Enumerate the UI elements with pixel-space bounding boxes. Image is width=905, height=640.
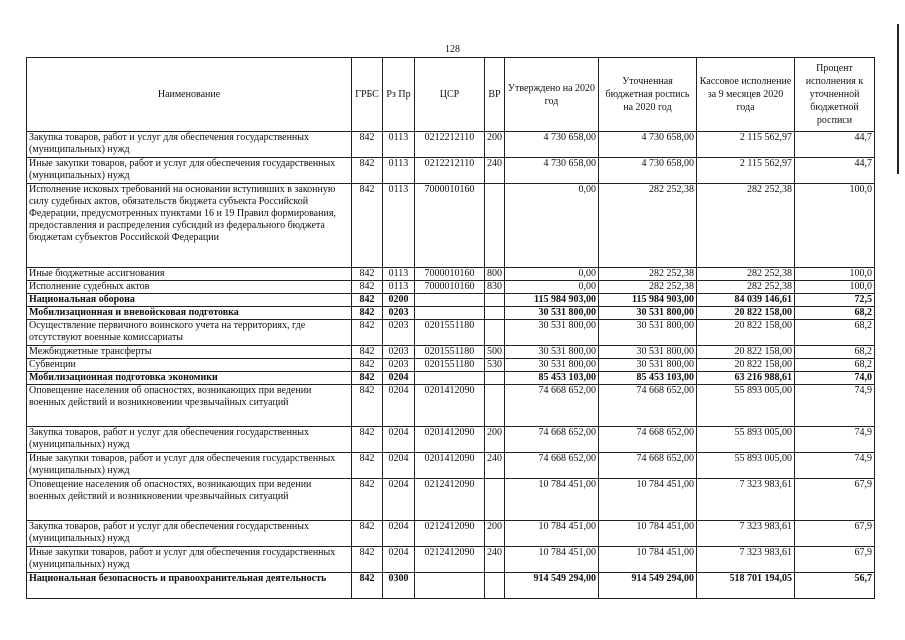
cell-vr — [485, 294, 505, 307]
cell-refined: 74 668 652,00 — [599, 427, 697, 453]
cell-percent: 100,0 — [795, 184, 875, 268]
cell-approved: 4 730 658,00 — [505, 132, 599, 158]
cell-refined: 282 252,38 — [599, 281, 697, 294]
cell-cash: 7 323 983,61 — [697, 547, 795, 573]
cell-cash: 7 323 983,61 — [697, 479, 795, 521]
cell-cash: 20 822 158,00 — [697, 307, 795, 320]
cell-refined: 4 730 658,00 — [599, 158, 697, 184]
cell-cash: 7 323 983,61 — [697, 521, 795, 547]
cell-refined: 4 730 658,00 — [599, 132, 697, 158]
table-header-row — [27, 58, 875, 132]
cell-vr: 200 — [485, 427, 505, 453]
cell-percent: 68,2 — [795, 346, 875, 359]
cell-csr: 0212412090 — [415, 521, 485, 547]
cell-approved: 10 784 451,00 — [505, 547, 599, 573]
table-row — [27, 547, 875, 573]
header-csr: ЦСР — [415, 58, 485, 132]
table-row — [27, 573, 875, 599]
cell-name: Мобилизационная подготовка экономики — [27, 372, 352, 385]
cell-name: Иные закупки товаров, работ и услуг для обеспечения государственных (муниципальных) нужд — [27, 158, 352, 184]
cell-grbs: 842 — [352, 359, 383, 372]
cell-approved: 0,00 — [505, 281, 599, 294]
table-row — [27, 268, 875, 281]
cell-percent: 56,7 — [795, 573, 875, 599]
table-row — [27, 346, 875, 359]
budget-table — [26, 57, 875, 599]
cell-rzpr: 0113 — [383, 158, 415, 184]
cell-name: Национальная безопасность и правоохранительная деятельность — [27, 573, 352, 599]
cell-cash: 20 822 158,00 — [697, 346, 795, 359]
cell-cash: 84 039 146,61 — [697, 294, 795, 307]
cell-vr: 830 — [485, 281, 505, 294]
cell-percent: 67,9 — [795, 547, 875, 573]
cell-percent: 68,2 — [795, 320, 875, 346]
cell-rzpr: 0203 — [383, 359, 415, 372]
cell-approved: 30 531 800,00 — [505, 346, 599, 359]
cell-approved: 0,00 — [505, 268, 599, 281]
cell-name: Закупка товаров, работ и услуг для обеспечения государственных (муниципальных) нужд — [27, 521, 352, 547]
cell-rzpr: 0113 — [383, 184, 415, 268]
cell-csr: 7000010160 — [415, 268, 485, 281]
cell-name: Иные закупки товаров, работ и услуг для обеспечения государственных (муниципальных) нужд — [27, 453, 352, 479]
header-rzpr: Рз Пр — [383, 58, 415, 132]
table-row — [27, 294, 875, 307]
cell-csr: 0201551180 — [415, 359, 485, 372]
cell-csr: 0212212110 — [415, 132, 485, 158]
cell-cash: 63 216 988,61 — [697, 372, 795, 385]
cell-vr — [485, 184, 505, 268]
cell-refined: 74 668 652,00 — [599, 453, 697, 479]
cell-grbs: 842 — [352, 158, 383, 184]
cell-percent: 74,0 — [795, 372, 875, 385]
cell-name: Национальная оборона — [27, 294, 352, 307]
cell-refined: 85 453 103,00 — [599, 372, 697, 385]
cell-vr: 500 — [485, 346, 505, 359]
cell-percent: 68,2 — [795, 307, 875, 320]
cell-percent: 44,7 — [795, 158, 875, 184]
cell-approved: 4 730 658,00 — [505, 158, 599, 184]
table-row — [27, 479, 875, 521]
cell-cash: 20 822 158,00 — [697, 359, 795, 372]
header-approved: Утверждено на 2020 год — [505, 58, 599, 132]
cell-rzpr: 0204 — [383, 479, 415, 521]
cell-percent: 74,9 — [795, 385, 875, 427]
cell-name: Оповещение населения об опасностях, возникающих при ведении военных действий и возникновении чрезвычайных ситуаций — [27, 479, 352, 521]
cell-csr — [415, 307, 485, 320]
cell-rzpr: 0204 — [383, 427, 415, 453]
cell-csr — [415, 573, 485, 599]
table-row — [27, 307, 875, 320]
scan-edge-line — [897, 24, 899, 174]
table-body — [27, 132, 875, 599]
cell-vr: 200 — [485, 521, 505, 547]
cell-percent: 68,2 — [795, 359, 875, 372]
cell-rzpr: 0113 — [383, 281, 415, 294]
cell-approved: 74 668 652,00 — [505, 385, 599, 427]
cell-approved: 0,00 — [505, 184, 599, 268]
cell-name: Исполнение судебных актов — [27, 281, 352, 294]
cell-refined: 30 531 800,00 — [599, 320, 697, 346]
cell-percent: 100,0 — [795, 268, 875, 281]
cell-vr — [485, 573, 505, 599]
table-row — [27, 453, 875, 479]
table-row — [27, 359, 875, 372]
cell-csr — [415, 372, 485, 385]
cell-vr: 200 — [485, 132, 505, 158]
cell-grbs: 842 — [352, 132, 383, 158]
cell-vr: 240 — [485, 158, 505, 184]
cell-approved: 10 784 451,00 — [505, 521, 599, 547]
cell-grbs: 842 — [352, 453, 383, 479]
cell-grbs: 842 — [352, 385, 383, 427]
cell-percent: 72,5 — [795, 294, 875, 307]
cell-vr: 240 — [485, 547, 505, 573]
cell-vr — [485, 385, 505, 427]
cell-grbs: 842 — [352, 268, 383, 281]
cell-percent: 44,7 — [795, 132, 875, 158]
cell-cash: 55 893 005,00 — [697, 385, 795, 427]
table-row — [27, 372, 875, 385]
cell-grbs: 842 — [352, 372, 383, 385]
cell-rzpr: 0113 — [383, 268, 415, 281]
cell-rzpr: 0204 — [383, 372, 415, 385]
table-row — [27, 320, 875, 346]
cell-name: Межбюджетные трансферты — [27, 346, 352, 359]
cell-name: Иные бюджетные ассигнования — [27, 268, 352, 281]
header-grbs: ГРБС — [352, 58, 383, 132]
cell-grbs: 842 — [352, 521, 383, 547]
table-row — [27, 158, 875, 184]
cell-name: Иные закупки товаров, работ и услуг для обеспечения государственных (муниципальных) нужд — [27, 547, 352, 573]
cell-vr — [485, 479, 505, 521]
table-row — [27, 385, 875, 427]
cell-csr: 0212412090 — [415, 547, 485, 573]
cell-csr: 0201412090 — [415, 453, 485, 479]
cell-percent: 67,9 — [795, 479, 875, 521]
cell-cash: 55 893 005,00 — [697, 427, 795, 453]
cell-name: Осуществление первичного воинского учета на территориях, где отсутствуют военные комиссариаты — [27, 320, 352, 346]
cell-approved: 30 531 800,00 — [505, 320, 599, 346]
cell-grbs: 842 — [352, 547, 383, 573]
cell-name: Исполнение исковых требований на основании вступивших в законную силу судебных актов, обязательств бюджета субъекта Российской Федерации, предусмотренных пунктами 16 и 19 Правил формирования, предоставления и распределения субсидий из федерального бюджета бюджетам субъектов Российской Федерации — [27, 184, 352, 268]
cell-vr — [485, 320, 505, 346]
cell-percent: 74,9 — [795, 453, 875, 479]
cell-vr — [485, 372, 505, 385]
cell-rzpr: 0300 — [383, 573, 415, 599]
cell-percent: 74,9 — [795, 427, 875, 453]
cell-grbs: 842 — [352, 346, 383, 359]
header-vr: ВР — [485, 58, 505, 132]
cell-csr: 0201551180 — [415, 320, 485, 346]
cell-refined: 74 668 652,00 — [599, 385, 697, 427]
cell-approved: 115 984 903,00 — [505, 294, 599, 307]
cell-rzpr: 0204 — [383, 453, 415, 479]
cell-rzpr: 0203 — [383, 346, 415, 359]
cell-refined: 30 531 800,00 — [599, 346, 697, 359]
table-row — [27, 521, 875, 547]
header-percent: Процент исполнения к уточненной бюджетной росписи — [795, 58, 875, 132]
cell-rzpr: 0203 — [383, 320, 415, 346]
cell-approved: 30 531 800,00 — [505, 307, 599, 320]
cell-csr: 7000010160 — [415, 281, 485, 294]
cell-grbs: 842 — [352, 479, 383, 521]
cell-refined: 10 784 451,00 — [599, 521, 697, 547]
cell-rzpr: 0204 — [383, 385, 415, 427]
cell-rzpr: 0204 — [383, 547, 415, 573]
cell-approved: 74 668 652,00 — [505, 427, 599, 453]
cell-refined: 282 252,38 — [599, 268, 697, 281]
cell-csr: 0201412090 — [415, 427, 485, 453]
cell-grbs: 842 — [352, 294, 383, 307]
cell-approved: 10 784 451,00 — [505, 479, 599, 521]
cell-refined: 30 531 800,00 — [599, 359, 697, 372]
cell-cash: 2 115 562,97 — [697, 132, 795, 158]
cell-grbs: 842 — [352, 281, 383, 294]
cell-cash: 282 252,38 — [697, 268, 795, 281]
cell-cash: 2 115 562,97 — [697, 158, 795, 184]
cell-refined: 115 984 903,00 — [599, 294, 697, 307]
cell-csr: 0201412090 — [415, 385, 485, 427]
cell-csr: 0201551180 — [415, 346, 485, 359]
cell-vr: 530 — [485, 359, 505, 372]
cell-csr: 0212212110 — [415, 158, 485, 184]
cell-cash: 20 822 158,00 — [697, 320, 795, 346]
cell-refined: 10 784 451,00 — [599, 479, 697, 521]
cell-grbs: 842 — [352, 427, 383, 453]
cell-cash: 282 252,38 — [697, 281, 795, 294]
cell-csr: 0212412090 — [415, 479, 485, 521]
cell-refined: 282 252,38 — [599, 184, 697, 268]
table-row — [27, 132, 875, 158]
cell-grbs: 842 — [352, 184, 383, 268]
cell-name: Оповещение населения об опасностях, возникающих при ведении военных действий и возникновении чрезвычайных ситуаций — [27, 385, 352, 427]
header-name: Наименование — [27, 58, 352, 132]
cell-approved: 85 453 103,00 — [505, 372, 599, 385]
table-row — [27, 184, 875, 268]
cell-name: Закупка товаров, работ и услуг для обеспечения государственных (муниципальных) нужд — [27, 427, 352, 453]
cell-rzpr: 0200 — [383, 294, 415, 307]
cell-name: Закупка товаров, работ и услуг для обеспечения государственных (муниципальных) нужд — [27, 132, 352, 158]
cell-name: Субвенции — [27, 359, 352, 372]
cell-name: Мобилизационная и вневойсковая подготовка — [27, 307, 352, 320]
table-row — [27, 281, 875, 294]
cell-grbs: 842 — [352, 573, 383, 599]
cell-grbs: 842 — [352, 307, 383, 320]
cell-cash: 55 893 005,00 — [697, 453, 795, 479]
cell-refined: 30 531 800,00 — [599, 307, 697, 320]
header-cash: Кассовое исполнение за 9 месяцев 2020 года — [697, 58, 795, 132]
cell-grbs: 842 — [352, 320, 383, 346]
header-refined: Уточненная бюджетная роспись на 2020 год — [599, 58, 697, 132]
cell-csr: 7000010160 — [415, 184, 485, 268]
table-row — [27, 427, 875, 453]
cell-approved: 914 549 294,00 — [505, 573, 599, 599]
cell-vr: 240 — [485, 453, 505, 479]
cell-refined: 914 549 294,00 — [599, 573, 697, 599]
cell-vr: 800 — [485, 268, 505, 281]
cell-rzpr: 0113 — [383, 132, 415, 158]
page-number: 128 — [445, 44, 460, 55]
cell-rzpr: 0204 — [383, 521, 415, 547]
cell-percent: 100,0 — [795, 281, 875, 294]
cell-vr — [485, 307, 505, 320]
cell-approved: 30 531 800,00 — [505, 359, 599, 372]
cell-refined: 10 784 451,00 — [599, 547, 697, 573]
cell-rzpr: 0203 — [383, 307, 415, 320]
cell-percent: 67,9 — [795, 521, 875, 547]
cell-cash: 282 252,38 — [697, 184, 795, 268]
cell-approved: 74 668 652,00 — [505, 453, 599, 479]
cell-cash: 518 701 194,05 — [697, 573, 795, 599]
cell-csr — [415, 294, 485, 307]
